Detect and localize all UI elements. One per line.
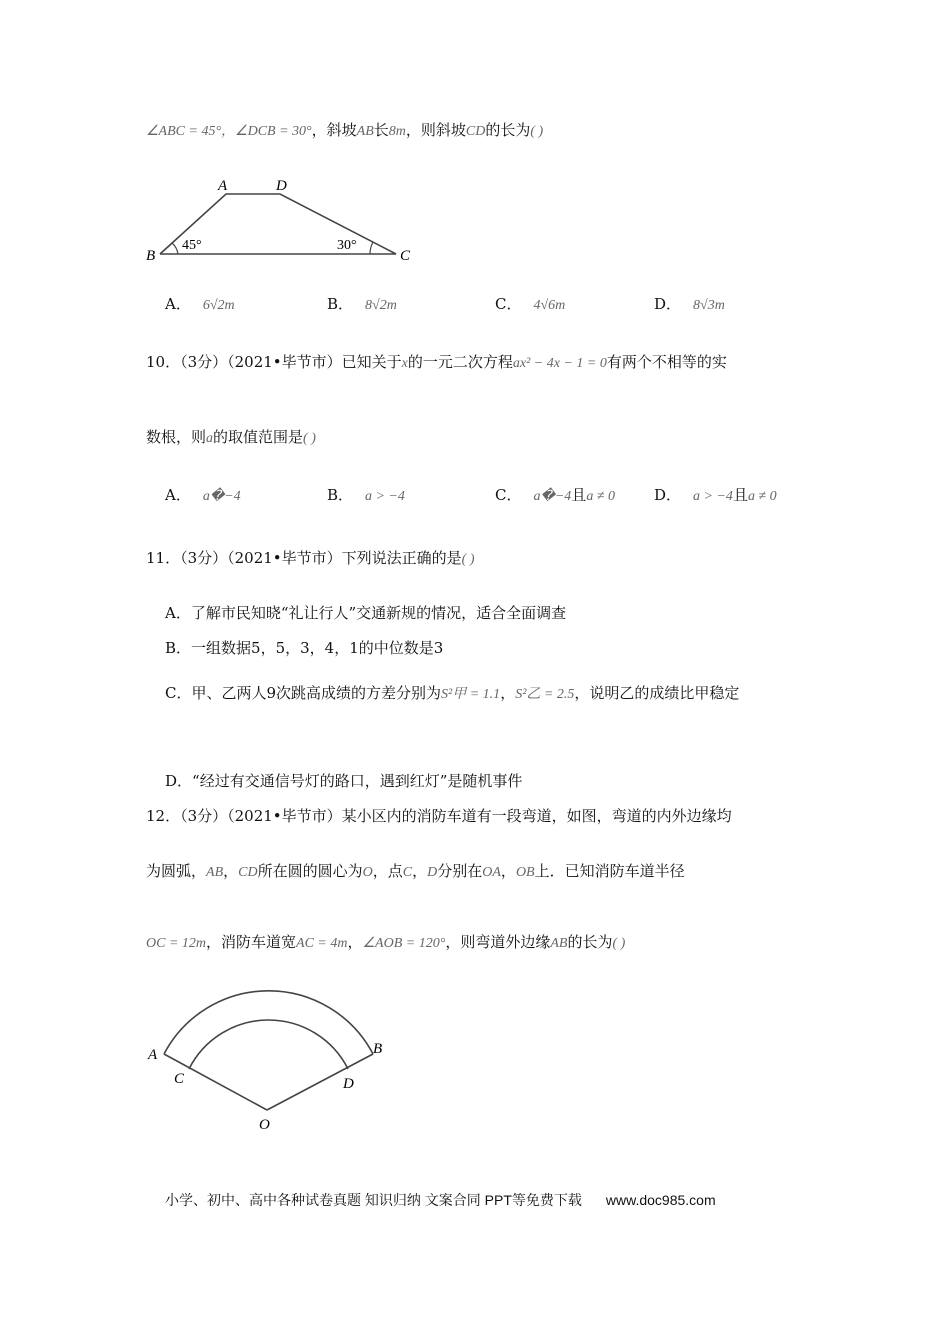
option-and: 且 (571, 486, 587, 504)
q12-text: 分别在 (437, 862, 483, 880)
option-value-2: a ≠ 0 (586, 489, 615, 504)
option-text: C．甲、乙两人9次跳高成绩的方差分别为 (165, 684, 442, 702)
q10-option-b[interactable] (327, 485, 405, 507)
q12-stem-line3 (146, 932, 625, 954)
q9-option-d[interactable] (654, 294, 725, 316)
label-C: C (400, 248, 411, 264)
q12-text: ， (223, 862, 239, 880)
footer-text: 小学、初中、高中各种试卷真题 知识归纳 文案合同 PPT等免费下载 (165, 1192, 582, 1208)
option-text: ， (500, 684, 516, 702)
q9-length: 8m (388, 124, 406, 139)
q9-text: ，则斜坡 (405, 121, 466, 139)
q12-text: 为圆弧， (146, 862, 207, 880)
label-D: D (276, 178, 287, 194)
arc-cd: CD (238, 865, 258, 880)
label-C: C (174, 1071, 185, 1087)
label-B: B (373, 1041, 383, 1057)
q12-text: ，点 (372, 862, 403, 880)
q9-option-a[interactable] (165, 294, 235, 316)
q10-text: 有两个不相等的实 (606, 353, 727, 371)
arc-ab-outer: AB (550, 936, 568, 951)
point-c: C (402, 865, 413, 880)
q12-text: ，消防车道宽 (206, 933, 297, 951)
option-and: 且 (732, 486, 748, 504)
q9-option-c[interactable] (495, 294, 565, 316)
q10-a: a (206, 431, 214, 446)
q12-text: ， (412, 862, 428, 880)
arc-ab: AB (206, 865, 224, 880)
trapezoid-figure (140, 172, 420, 268)
q10-equation: ax² − 4x − 1 = 0 (512, 356, 607, 371)
option-label: A． (165, 486, 191, 504)
q10-answer-paren: ( ) (303, 431, 316, 446)
q10-option-c[interactable] (495, 485, 615, 507)
q11-option-c[interactable] (165, 683, 739, 705)
q11-text: 11．（3分）（2021•毕节市）下列说法正确的是 (146, 549, 462, 567)
q12-text: ， (347, 933, 363, 951)
q9-ab: AB (356, 124, 374, 139)
q12-text: 的长为 (567, 933, 613, 951)
q12-text: ， (500, 862, 516, 880)
option-value: 4√6m (533, 298, 566, 313)
q10-x: x (401, 356, 408, 371)
q12-text: 所在圆的圆心为 (257, 862, 363, 880)
q10-stem-line1 (146, 352, 727, 374)
option-label: D． (654, 295, 682, 313)
q12-stem-line2 (146, 861, 685, 883)
q10-option-d[interactable] (654, 485, 777, 507)
q11-answer-paren: ( ) (461, 552, 475, 567)
option-value: 8√2m (365, 298, 397, 313)
q9-text: 长 (373, 121, 389, 139)
option-label: A． (165, 295, 191, 313)
point-o: O (362, 865, 373, 880)
label-B: B (146, 248, 156, 264)
q9-option-b[interactable] (327, 294, 397, 316)
option-value: 8√3m (693, 298, 725, 313)
q9-angles: ∠ABC = 45°，∠DCB = 30° (146, 124, 312, 139)
point-d: D (427, 865, 438, 880)
segment-ob: OB (515, 865, 535, 880)
footer-url[interactable]: www.doc985.com (605, 1192, 716, 1208)
angle-b-label: 45° (182, 238, 202, 253)
angle-c-label: 30° (337, 238, 357, 253)
option-value: 6√2m (202, 298, 235, 313)
label-A: A (148, 1047, 158, 1063)
q11-option-a[interactable]: A．了解市民知晓“礼让行人”交通新规的情况，适合全面调查 (165, 604, 567, 622)
q12-stem-line1: 12．（3分）（2021•毕节市）某小区内的消防车道有一段弯道，如图，弯道的内外边缘均 (146, 807, 732, 825)
q9-answer-paren: ( ) (530, 124, 544, 139)
option-text: ，说明乙的成绩比甲稳定 (574, 684, 740, 702)
q12-answer-paren: ( ) (612, 936, 626, 951)
label-D: D (343, 1076, 354, 1092)
q11-stem (146, 548, 474, 570)
q9-text: 的长为 (485, 121, 531, 139)
label-A: A (218, 178, 228, 194)
option-label: C． (495, 486, 522, 504)
q9-cd: CD (465, 124, 486, 139)
variance-yi: S²乙 = 2.5 (515, 687, 575, 702)
q12-text: 上．已知消防车道半径 (534, 862, 685, 880)
q10-text: 的一元二次方程 (407, 353, 513, 371)
option-value-2: a ≠ 0 (747, 489, 777, 504)
option-value: a > −4 (365, 489, 405, 504)
option-label: C． (495, 295, 522, 313)
page-footer (165, 1190, 716, 1210)
q11-option-d[interactable]: D．“经过有交通信号灯的路口，遇到红灯”是随机事件 (165, 772, 523, 790)
angle-aob: ∠AOB = 120° (362, 936, 446, 951)
option-value: a > −4 (693, 489, 733, 504)
curved-road-figure (140, 955, 400, 1135)
q10-option-a[interactable] (165, 485, 241, 507)
option-label: B． (327, 486, 354, 504)
option-value: a�−4 (533, 489, 572, 504)
q10-stem-line2 (146, 427, 316, 449)
option-label: B． (327, 295, 354, 313)
q10-text: 的取值范围是 (213, 428, 304, 446)
q11-option-b[interactable]: B．一组数据5，5，3，4，1的中位数是3 (165, 639, 444, 657)
segment-oa: OA (482, 865, 501, 880)
oc-value: OC = 12m (146, 936, 207, 951)
q9-text: ，斜坡 (311, 121, 357, 139)
label-O: O (259, 1117, 270, 1133)
q10-text: 10．（3分）（2021•毕节市）已知关于 (146, 353, 402, 371)
q9-stem (146, 120, 543, 142)
variance-jia: S²甲 = 1.1 (441, 687, 501, 702)
q12-text: ，则弯道外边缘 (445, 933, 551, 951)
ac-value: AC = 4m (296, 936, 348, 951)
option-value: a�−4 (202, 489, 241, 504)
option-label: D． (654, 486, 682, 504)
q10-text: 数根，则 (146, 428, 207, 446)
